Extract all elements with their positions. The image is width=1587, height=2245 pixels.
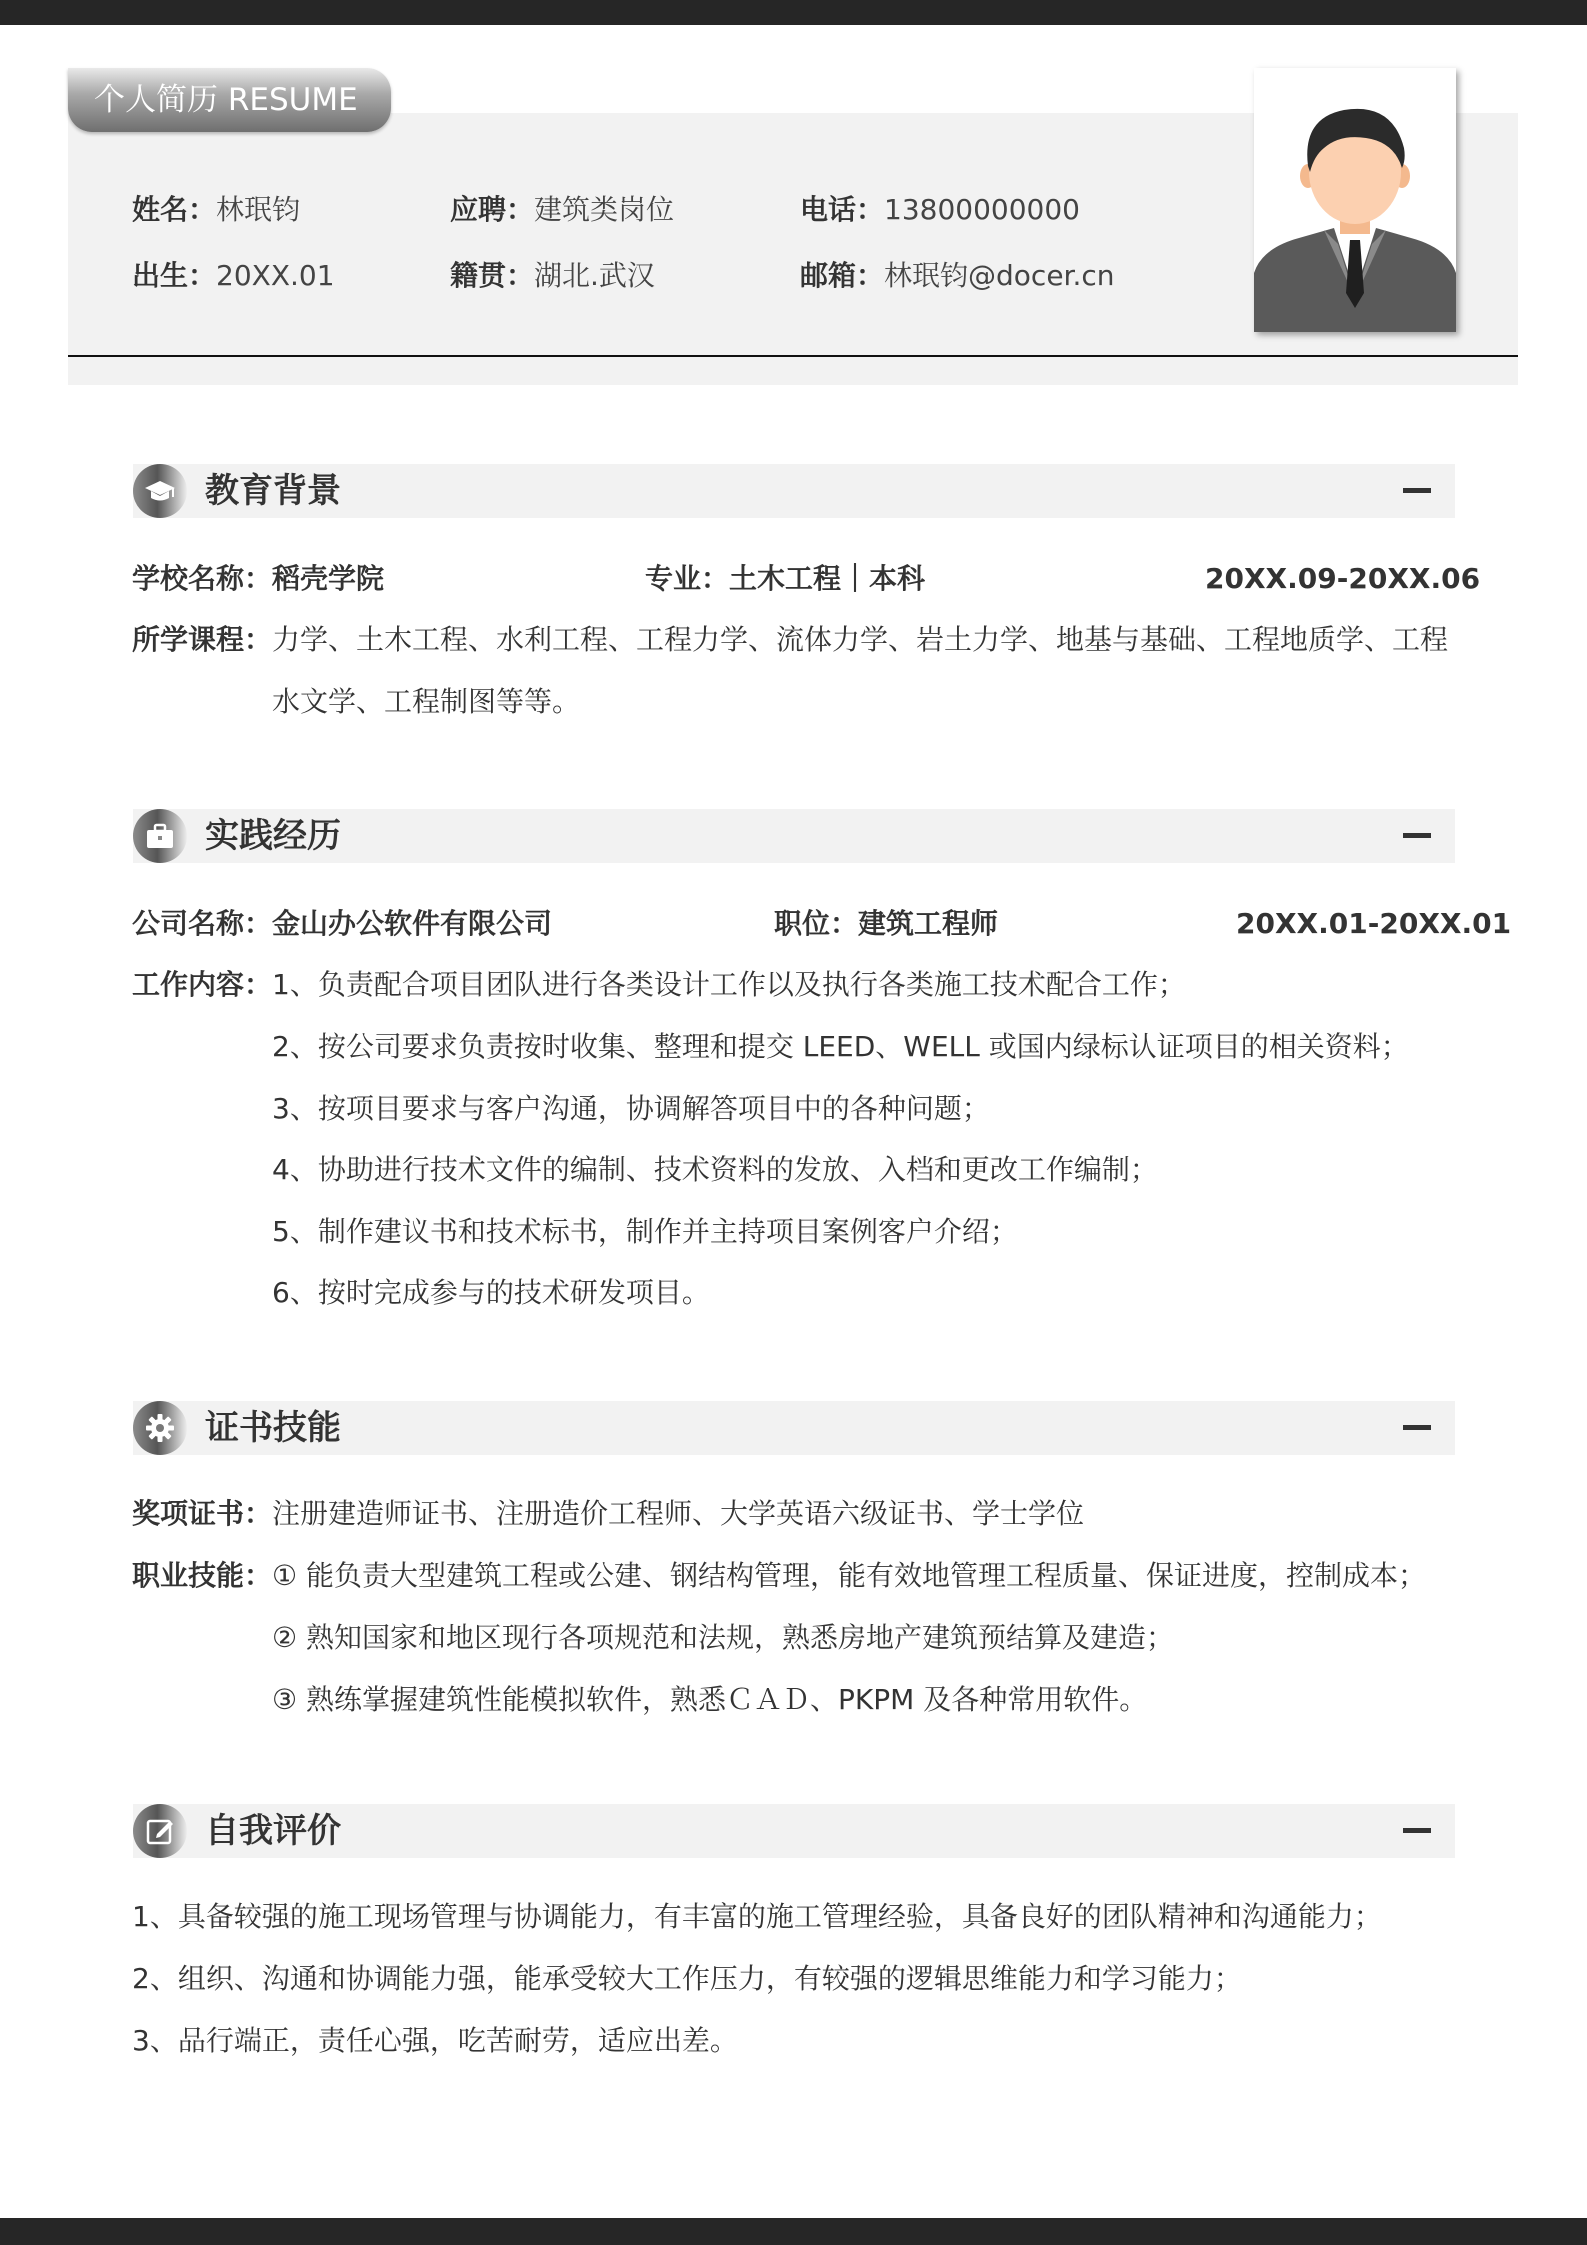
practice-position [774,904,998,944]
info-name-label: 姓名： [132,193,217,226]
edit-icon [133,1804,187,1858]
self-eval-title: 自我评价 [205,1811,341,1851]
self-eval-item: 3、品行端正，责任心强，吃苦耐劳，适应出差。 [132,2024,738,2057]
practice-item: 1、负责配合项目团队进行各类设计工作以及执行各类施工技术配合工作； [272,968,1186,1001]
education-period: 20XX.09-20XX.06 [1205,562,1481,595]
skills-cert-value: 注册建造师证书、注册造价工程师、大学英语六级证书、学士学位 [272,1497,1085,1530]
education-collapse-button[interactable] [1403,488,1431,493]
practice-period: 20XX.01-20XX.01 [1236,907,1512,940]
info-birth-label: 出生： [132,259,217,292]
practice-company-value: 金山办公软件有限公司 [272,907,553,940]
practice-company [132,904,552,944]
self-eval-collapse-button[interactable] [1403,1828,1431,1833]
practice-item: 6、按时完成参与的技术研发项目。 [272,1276,710,1309]
info-apply-label: 应聘： [450,193,535,226]
graduation-cap-icon [133,464,187,518]
self-eval-item: 1、具备较强的施工现场管理与协调能力，有丰富的施工管理经验，具备良好的团队精神和沟通能力； [132,1900,1382,1933]
practice-item: 4、协助进行技术文件的编制、技术资料的发放、入档和更改工作编制； [272,1153,1158,1186]
practice-item: 3、按项目要求与客户沟通，协调解答项目中的各种问题； [272,1092,990,1125]
info-email-label: 邮箱： [800,259,885,292]
info-apply-value: 建筑类岗位 [534,193,675,226]
info-native [450,256,655,296]
info-native-value: 湖北.武汉 [534,259,655,292]
practice-position-value: 建筑工程师 [858,907,999,940]
header-divider [68,355,1518,357]
info-phone [800,190,1080,230]
avatar-illustration [1254,68,1456,332]
education-school-label: 学校名称： [132,562,273,595]
practice-content-label: 工作内容： [132,968,273,1001]
info-email [800,256,1115,296]
practice-item: 5、制作建议书和技术标书，制作并主持项目案例客户介绍； [272,1215,1018,1248]
info-birth [132,256,335,296]
skills-title: 证书技能 [205,1408,341,1448]
education-courses-line1: 力学、土木工程、水利工程、工程力学、流体力学、岩土力学、地基与基础、工程地质学、工程 [272,623,1449,656]
practice-collapse-button[interactable] [1403,833,1431,838]
education-school-value: 稻壳学院 [272,562,385,595]
education-major-value: 土木工程｜本科 [729,562,926,595]
avatar [1254,68,1456,332]
skills-skill-label: 职业技能： [132,1559,273,1592]
education-title: 教育背景 [205,471,341,511]
top-bar [0,0,1587,25]
practice-position-label: 职位： [774,907,859,940]
info-phone-label: 电话： [800,193,885,226]
education-courses-line2: 水文学、工程制图等等。 [272,685,581,718]
info-name [132,190,300,230]
skills-item: ① 能负责大型建筑工程或公建、钢结构管理，能有效地管理工程质量、保证进度，控制成本； [272,1559,1427,1592]
resume-title: 个人简历 RESUME [68,68,391,132]
education-courses-label: 所学课程： [132,623,273,656]
skills-collapse-button[interactable] [1403,1425,1431,1430]
practice-title: 实践经历 [205,816,341,856]
gear-icon [133,1401,187,1455]
education-major [645,559,925,599]
skills-item: ② 熟知国家和地区现行各项规范和法规，熟悉房地产建筑预结算及建造； [272,1621,1175,1654]
education-major-label: 专业： [645,562,730,595]
info-birth-value: 20XX.01 [216,259,335,292]
info-native-label: 籍贯： [450,259,535,292]
skills-cert-label: 奖项证书： [132,1497,273,1530]
bottom-bar [0,2218,1587,2245]
practice-item: 2、按公司要求负责按时收集、整理和提交 LEED、WELL 或国内绿标认证项目的相关资料； [272,1030,1409,1063]
practice-company-label: 公司名称： [132,907,273,940]
self-eval-item: 2、组织、沟通和协调能力强，能承受较大工作压力，有较强的逻辑思维能力和学习能力； [132,1962,1242,1995]
info-apply [450,190,674,230]
briefcase-icon [133,809,187,863]
info-name-value: 林珉钧 [216,193,301,226]
info-email-value: 林珉钧@docer.cn [884,259,1115,292]
education-school [132,559,384,599]
skills-item: ③ 熟练掌握建筑性能模拟软件，熟悉ＣＡＤ、PKPM 及各种常用软件。 [272,1683,1148,1716]
info-phone-value: 13800000000 [884,193,1080,226]
